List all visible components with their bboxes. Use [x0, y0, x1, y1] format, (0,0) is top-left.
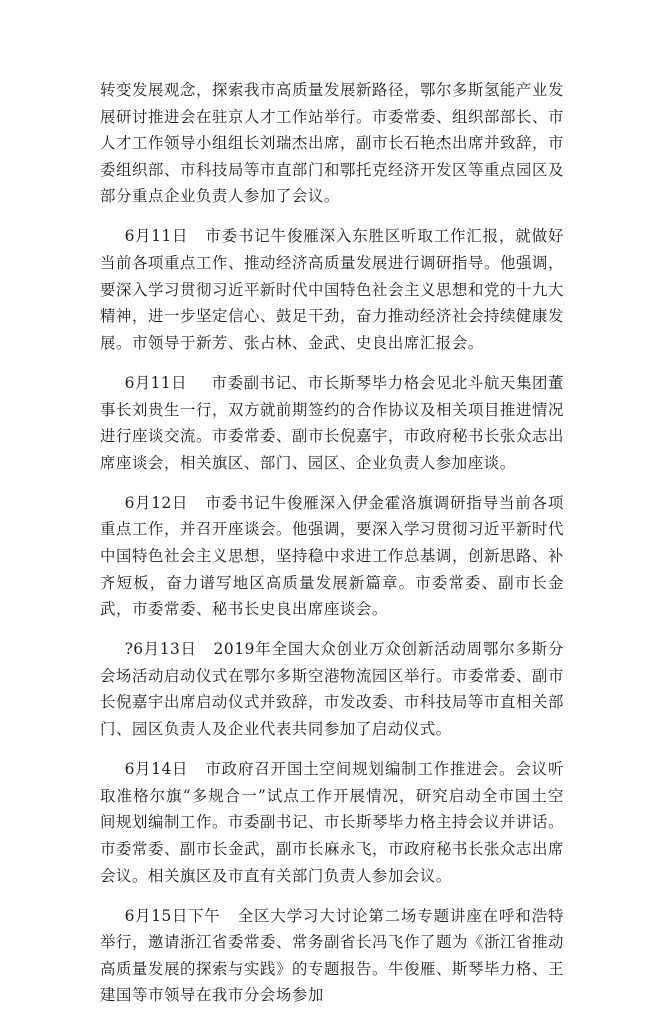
paragraph-text: 市委书记牛俊雁深入东胜区听取工作汇报，就做好当前各项重点工作、推动经济高质量发展进行调研指导。他强调，要深入学习贯彻习近平新时代中国特色社会主义思想和党的十九大精神，进一步坚定信心、鼓足干劲，奋力推动经济社会持续健康发展。市领导于新芳、张占林、金武、史良出席汇报会。 [100, 227, 564, 352]
entry-date: 6月11日 [124, 227, 189, 246]
entry-date: 6月14日 [124, 760, 189, 779]
paragraph-entry [100, 223, 564, 356]
document-page [100, 77, 564, 1023]
paragraph-entry [100, 903, 564, 1009]
paragraph-text: 市委书记牛俊雁深入伊金霍洛旗调研指导当前各项重点工作，并召开座谈会。他强调，要深入学习贯彻习近平新时代中国特色社会主义思想，坚持稳中求进工作总基调，创新思路、补齐短板，奋力谱写地区高质量发展新篇章。市委常委、副市长金武，市委常委、秘书长史良出席座谈会。 [100, 493, 564, 619]
entry-date: ?6月13日 [124, 640, 197, 659]
paragraph-entry [100, 370, 564, 476]
paragraph-continuation [100, 77, 564, 210]
paragraph-text: 转变发展观念，探索我市高质量发展新路径，鄂尔多斯氢能产业发展研讨推进会在驻京人才工作站举行。市委常委、组织部部长、市人才工作领导小组组长刘瑞杰出席，副市长石艳杰出席并致辞，市委组织部、市科技局等市直部门和鄂托克经济开发区等重点园区及部分重点企业负责人参加了会议。 [100, 81, 564, 206]
paragraph-entry [100, 756, 564, 889]
paragraph-entry [100, 636, 564, 742]
paragraph-text: 2019年全国大众创业万众创新活动周鄂尔多斯分会场活动启动仪式在鄂尔多斯空港物流园区举行。市委常委、副市长倪嘉宇出席启动仪式并致辞，市发改委、市科技局等市直相关部门、园区负责人及企业代表共同参加了启动仪式。 [100, 640, 565, 739]
entry-date: 6月11日 [124, 373, 187, 392]
paragraph-text: 全区大学习大讨论第二场专题讲座在呼和浩特举行，邀请浙江省委常委、常务副省长冯飞作了题为《浙江省推动高质量发展的探索与实践》的专题报告。牛俊雁、斯琴毕力格、王建国等市领导在我市分会场参加 [100, 906, 564, 1005]
entry-date: 6月12日 [124, 493, 189, 512]
entry-date: 6月15日下午 [124, 906, 221, 925]
paragraph-text: 市委副书记、市长斯琴毕力格会见北斗航天集团董事长刘贵生一行，双方就前期签约的合作协议及相关项目推进情况进行座谈交流。市委常委、副市长倪嘉宇，市政府秘书长张众志出席座谈会，相关旗区、部门、园区、企业负责人参加座谈。 [100, 373, 564, 472]
paragraph-text: 市政府召开国土空间规划编制工作推进会。会议听取准格尔旗“多规合一”试点工作开展情况，研究启动全市国土空间规划编制工作。市委副书记、市长斯琴毕力格主持会议并讲话。市委常委、副市长金武，副市长麻永飞，市政府秘书长张众志出席会议。相关旗区及市直有关部门负责人参加会议。 [100, 760, 564, 885]
paragraph-entry [100, 490, 564, 623]
